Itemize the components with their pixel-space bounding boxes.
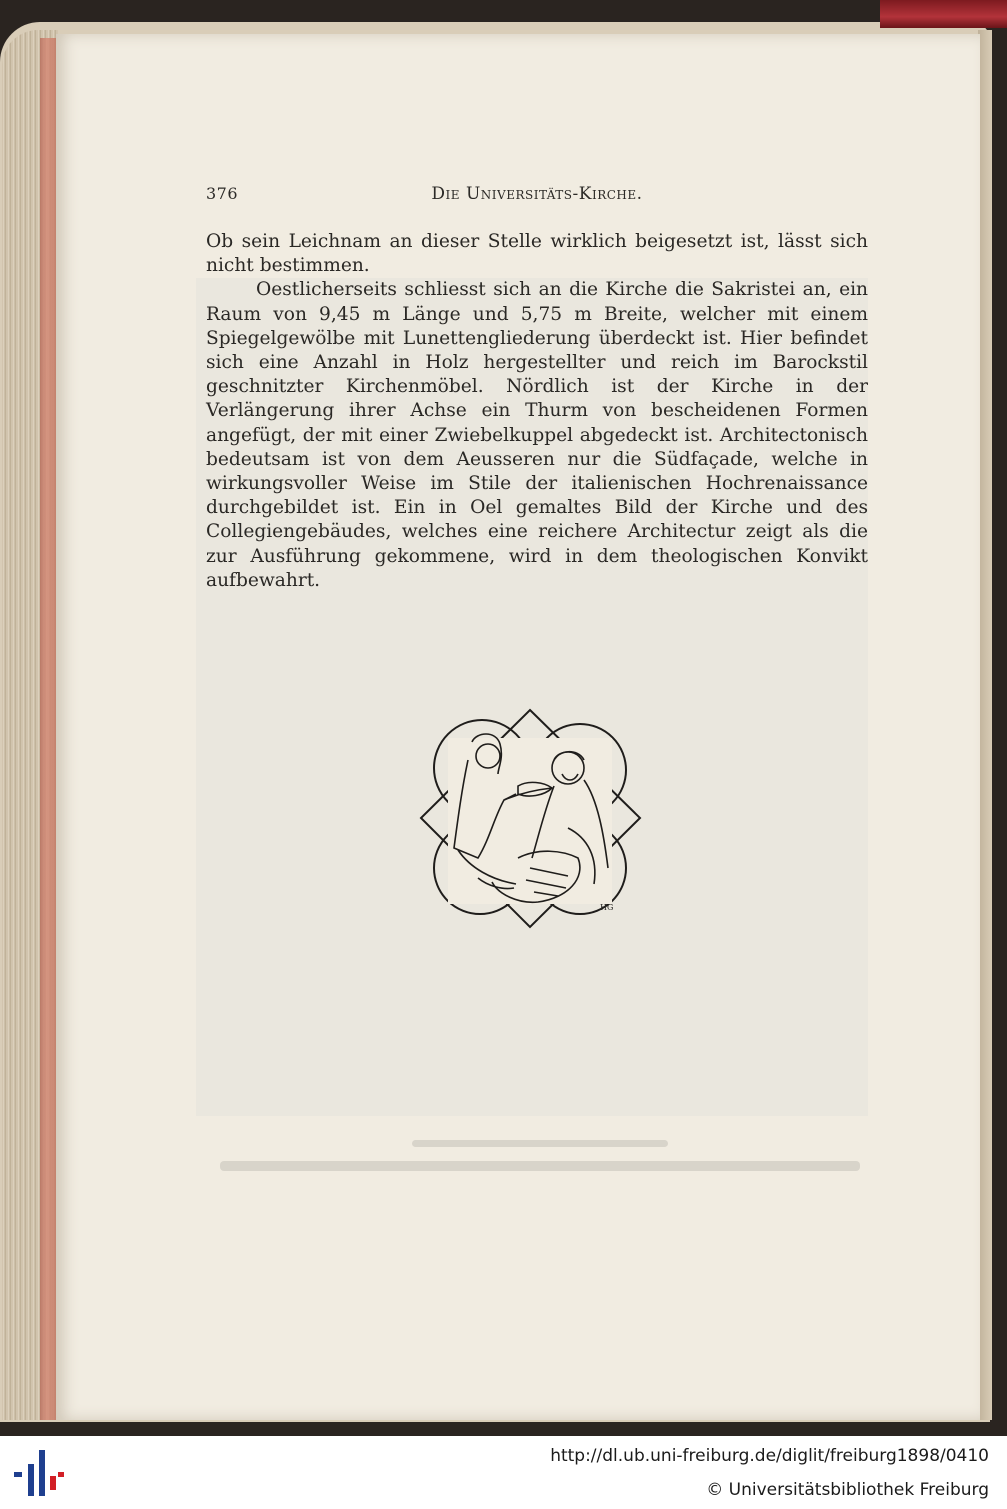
viewer-footer	[0, 1436, 1007, 1509]
running-head: Die Universitäts-Kirche.	[431, 184, 643, 204]
permalink-url[interactable]: http://dl.ub.uni-freiburg.de/diglit/freiburg1898/0410	[550, 1446, 989, 1466]
bookmark-ribbon	[880, 0, 1007, 28]
copyright-notice: © Universitätsbibliothek Freiburg	[706, 1480, 989, 1500]
page-number: 376	[206, 184, 239, 203]
right-page-edge	[978, 30, 992, 1420]
show-through-caption	[220, 1140, 860, 1210]
page-header	[206, 184, 868, 208]
body-text	[206, 230, 868, 593]
paragraph-2: Oestlicherseits schliesst sich an die Kirche die Sakristei an, ein Raum von 9,45 m Länge und 5,75 m Breite, welcher mit einem Spiegelgewölbe mit Lunettengliederung überdeckt ist. Hier befindet sich eine Anzahl in Holz hergestellter und reich im Barockstil geschnitzter Kirchenmöbel. Nördlich ist der Kirche in der Verlängerung ihrer Achse ein Thurm von bescheidenen Formen angefügt, der mit einer Zwiebelkuppel abgedeckt ist. Architectonisch bedeutsam ist von dem Aeusseren nur die Südfaçade, welche in wirkungsvoller Weise im Stile der italienischen Hochrenaissance durchgebildet ist. Ein in Oel gemaltes Bild der Kirche und des Collegiengebäudes, welches eine reichere Architectur zeigt als die zur Ausführung gekommene, wird in dem theologischen Konvikt aufbewahrt.	[206, 279, 868, 591]
artist-signature: HG	[600, 903, 614, 912]
paragraph-1: Ob sein Leichnam an dieser Stelle wirklich beigesetzt ist, lässt sich nicht bestimmen.	[206, 231, 868, 277]
red-page-edge	[40, 38, 56, 1420]
quatrefoil-illustration-icon	[418, 708, 642, 930]
ub-freiburg-logo-icon	[14, 1446, 64, 1498]
